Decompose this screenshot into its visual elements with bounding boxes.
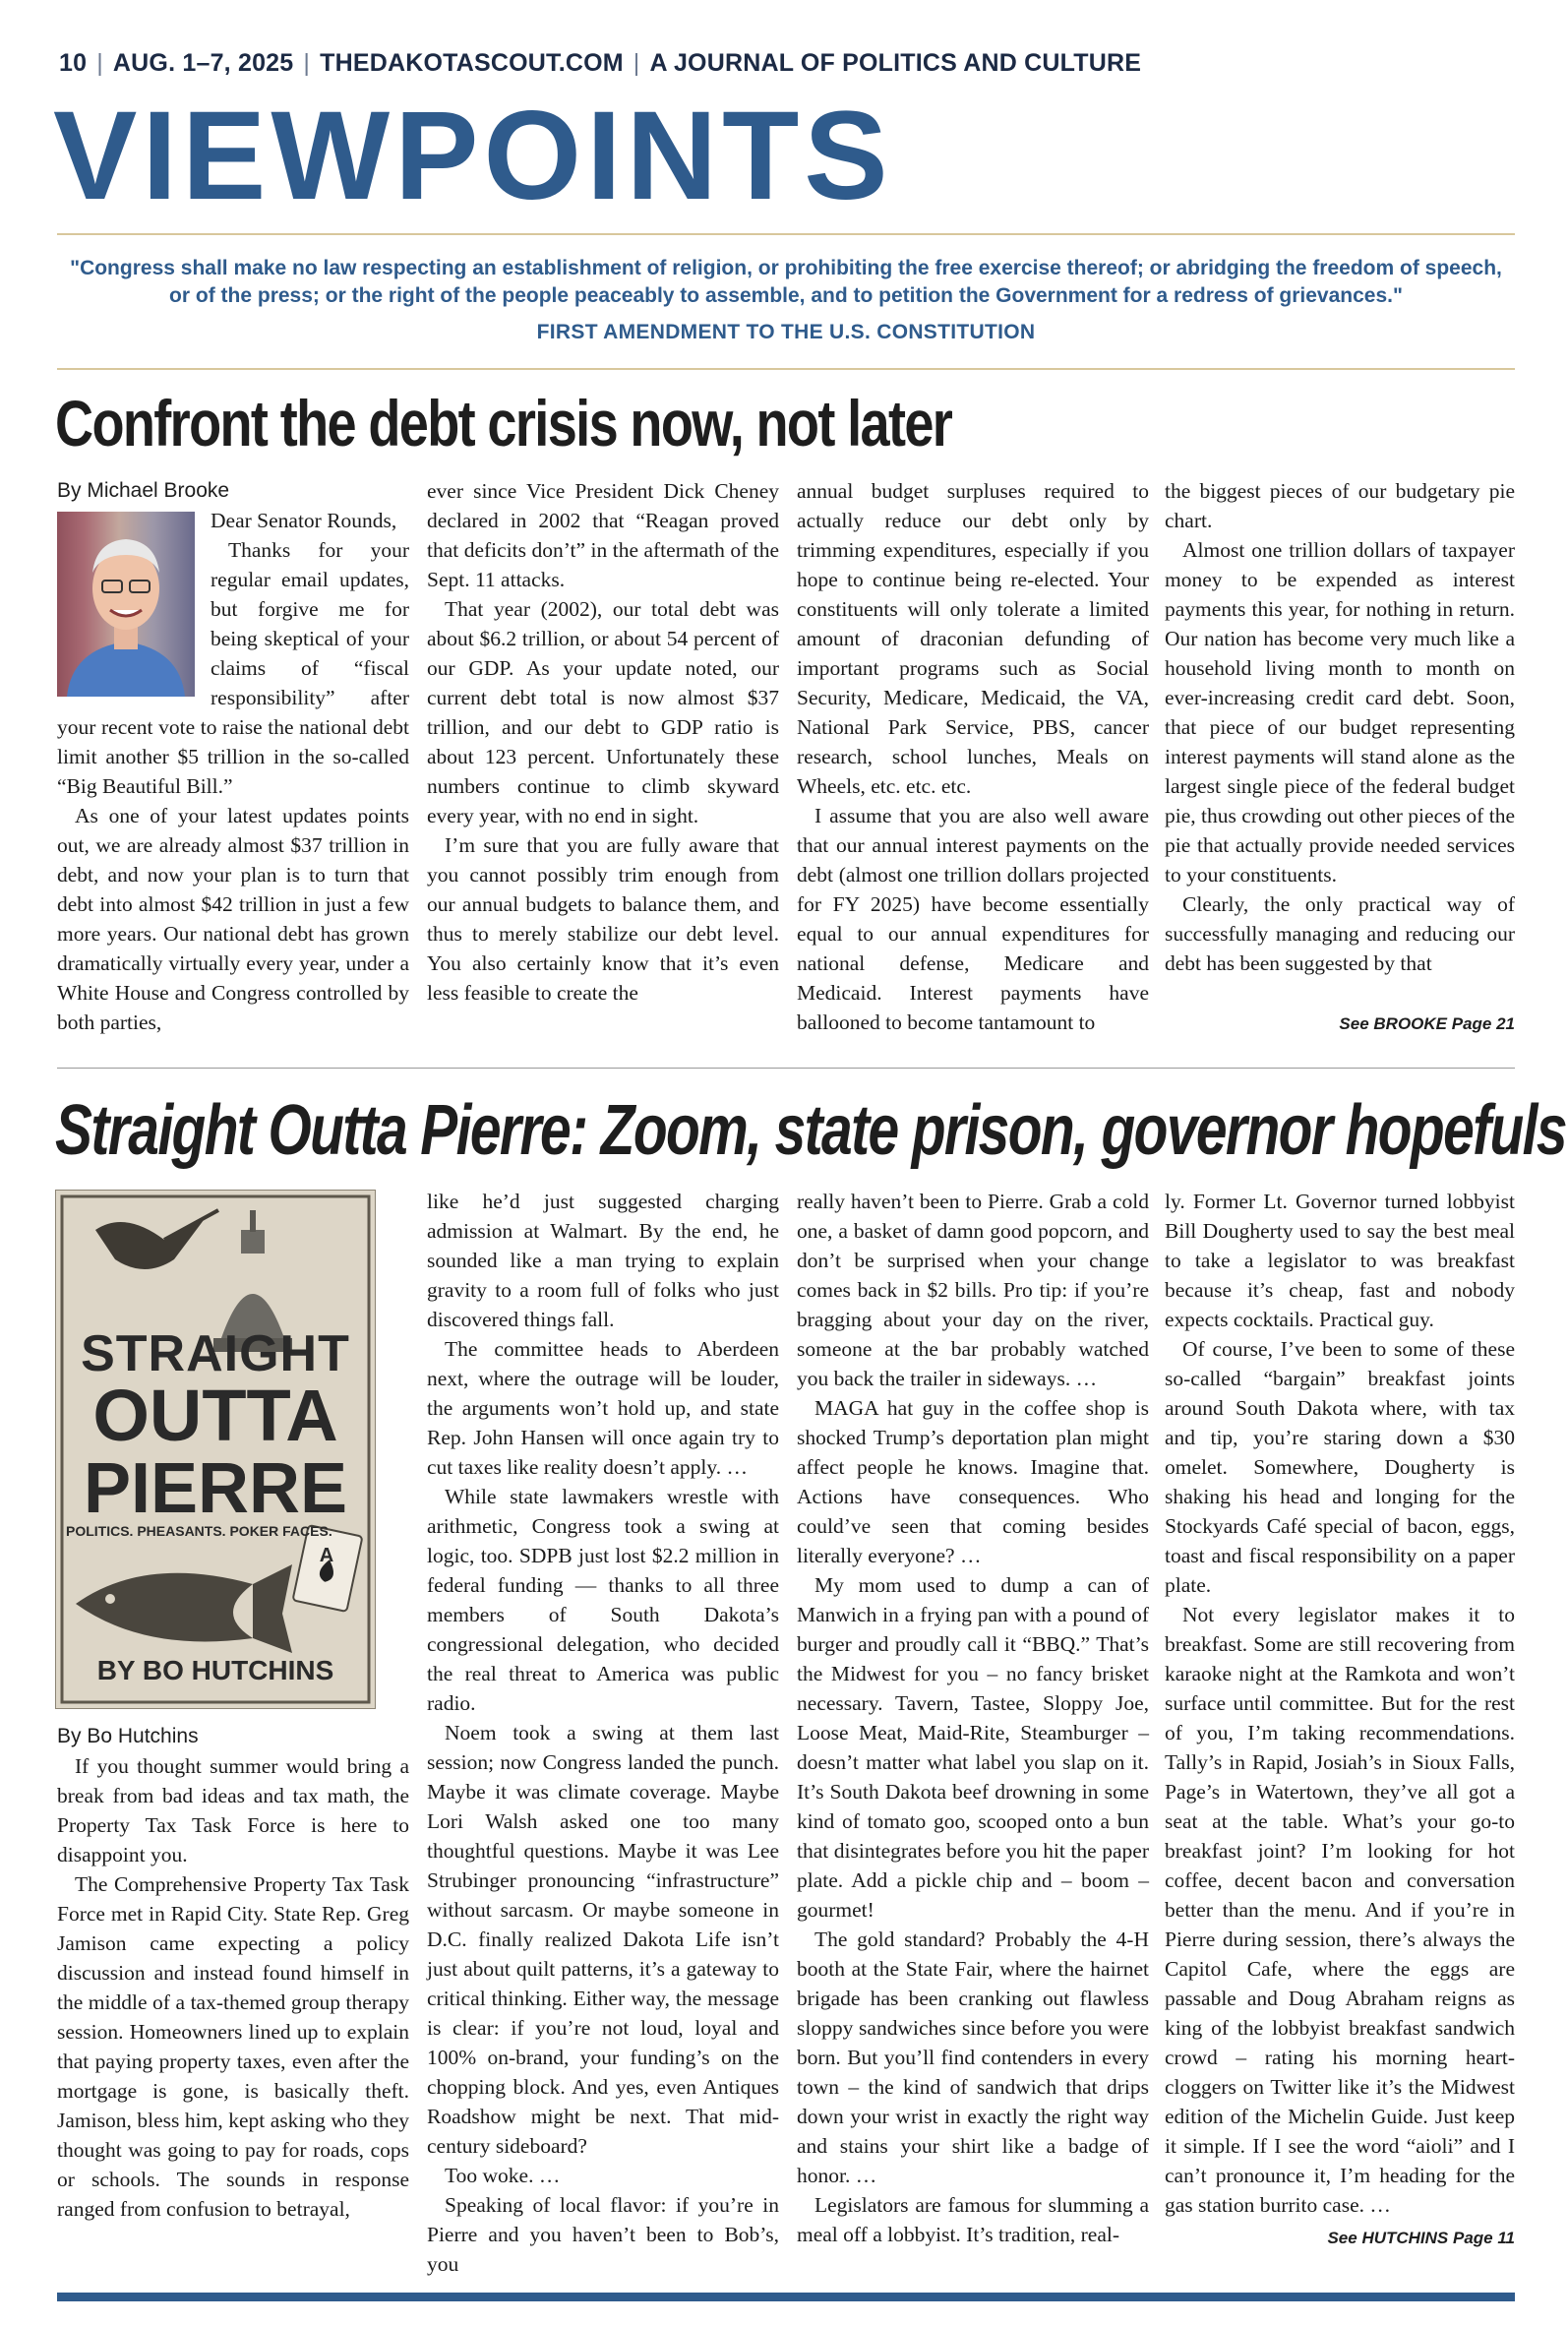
article2-c2-p2: The committee heads to Aberdeen next, where the outrage will be louder, the arguments won’t hold up, and state Rep. John Hansen will once again try to cut taxes like reality doesn’t apply. … [427, 1337, 779, 1479]
epigraph-attribution: FIRST AMENDMENT TO THE U.S. CONSTITUTION [536, 321, 1036, 343]
article1-c3-p2: I assume that you are also well aware that our annual interest payments on the debt (almost one trillion dollars projected for FY 2025) have become essentially equal to our annual expenditures for national defense, Medicare and Medicaid. Interest payments have ballooned to become tantamount to [797, 804, 1149, 1034]
rule-top [57, 233, 1515, 235]
article1-column-4 [1165, 476, 1515, 1013]
article2-c3-p5: Legislators are famous for slumming a meal off a lobbyist. It’s tradition, real- [797, 2193, 1149, 2246]
epigraph-quote [57, 255, 1515, 310]
issue-date: AUG. 1–7, 2025 [112, 49, 294, 77]
article2-c2-p6: Speaking of local flavor: if you’re in Pierre and you haven’t been to Bob’s, you [427, 2193, 779, 2276]
poster-card-rank: A [319, 1545, 334, 1566]
article2-c3-p1: really haven’t been to Pierre. Grab a cold one, a basket of damn good popcorn, and don’t be surprised when your change comes back in $2 bills. Pro tip: if you’re bragging about your day on the river, someone at the bar probably watched you back the trailer in sideways. … [797, 1190, 1149, 1390]
article2-c1-p2: The Comprehensive Property Tax Task Force met in Rapid City. State Rep. Greg Jamison came expecting a policy discussion and instead found himself in the middle of a tax-themed group therapy session. Homeowners lined up to explain that paying property taxes, even after the mortgage is gone, is basically theft. Jamison, bless him, kept asking who they thought was going to pay for roads, cops or schools. The sounds in response ranged from confusion to betrayal, [57, 1872, 409, 2221]
footer-bar [57, 2293, 1515, 2301]
article1-column-1 [57, 476, 409, 1043]
article2-column-1 [57, 1722, 409, 2253]
article2-c4-p3: Not every legislator makes it to breakfast. Some are still recovering from karaoke night at the Ramkota and won’t surface until committee. But for the rest of you, I’m taking recommendations. Tally’s in Rapid, Josiah’s in Sioux Falls, Page’s in Watertown, they’ve all got a seat at the table. What’s your go-to breakfast joint? I’m looking for hot coffee, decent bacon and conversation better than the menu. And if you’re in Pierre during session, there’s always the Capitol Cafe, where the eggs are passable and Doug Abraham reigns as king of the lobbyist breakfast sandwich crowd – rating his morning heart-cloggers on Twitter like it’s the Midwest edition of the Michelin Guide. Just keep it simple. If I see the word “aioli” and I can’t pronounce it, I’m heading for the gas station burrito case. … [1165, 1603, 1515, 2217]
poster-tagline: POLITICS. PHEASANTS. POKER FACES. [66, 1523, 332, 1539]
article1-byline: By Michael Brooke [57, 479, 230, 502]
article2-headline: Straight Outta Pierre: Zoom, state prison, governor hopefuls [55, 1091, 1566, 1170]
journal-tagline: A JOURNAL OF POLITICS AND CULTURE [649, 49, 1142, 77]
article1-c1-p2: Thanks for your regular email updates, but forgive me for being skeptical of your claims of “fiscal responsibility” after your recent vote to raise the national debt limit another $5 trillion in the so-called “Big Beautiful Bill.” [57, 538, 409, 798]
poster-author: BY BO HUTCHINS [96, 1655, 334, 1685]
article1-c3-p1: annual budget surpluses required to actually reduce our debt only by trimming expenditures, especially if you hope to continue being re-elected. Your constituents will only tolerate a limited amount of draconian defunding of important programs such as Social Security, Medicare, Medicaid, the VA, National Park Service, PBS, cancer research, school lunches, Meals on Wheels, etc. etc. etc. [797, 479, 1149, 798]
article2-c3-p2: MAGA hat guy in the coffee shop is shocked Trump’s deportation plan might affect people he knows. Imagine that. Actions have consequences. Who could’ve seen that coming besides literally everyone? … [797, 1396, 1149, 1567]
author-photo [57, 512, 195, 697]
column-poster-image [55, 1190, 376, 1709]
article2-c2-p1: like he’d just suggested charging admission at Walmart. By the end, he sounded like a man trying to explain gravity to a room full of folks who just discovered things fall. [427, 1190, 779, 1331]
article1-c1-p1: Dear Senator Rounds, [211, 509, 397, 532]
epigraph-line-1: "Congress shall make no law respecting an establishment of religion, or prohibiting the free exercise thereof; or abridging the freedom of speech, [70, 257, 1502, 279]
article2-c1-p1: If you thought summer would bring a break from bad ideas and tax math, the Property Tax Task Force is here to disappoint you. [57, 1754, 409, 1866]
article2-c2-p3: While state lawmakers wrestle with arithmetic, Congress took a swing at logic, too. SDPB just lost $2.2 million in federal funding — thanks to all three members of South Dakota’s congressional delegation, who decided the real threat to America was public radio. [427, 1485, 779, 1715]
author-portrait-icon [57, 512, 195, 697]
article2-column-2 [427, 1187, 779, 2276]
article1-c2-p3: I’m sure that you are fully aware that you cannot possibly trim enough from our annual budgets to balance them, and thus to merely stabilize our debt level. You also certainly know that it’s even less feasible to create the [427, 833, 779, 1005]
article2-c2-p4: Noem took a swing at them last session; now Congress landed the punch. Maybe it was climate coverage. Maybe Lori Walsh asked one too many thoughtful questions. Maybe it was Lee Strubinger pronouncing “infrastructure” without sarcasm. Or maybe someone in D.C. finally realized Dakota Life isn’t just about quilt patterns, it’s a gateway to critical thinking. Either way, the message is clear: if you’re not loud, loyal and 100% on-brand, your funding’s on the chopping block. And yes, even Antiques Roadshow might be next. That mid-century sideboard? [427, 1721, 779, 2158]
article1-column-2 [427, 476, 779, 1043]
article1-c4-p3: Clearly, the only practical way of successfully managing and reducing our debt has been suggested by that [1165, 892, 1515, 975]
article1-jump-link[interactable]: See BROOKE Page 21 [1339, 1014, 1515, 1033]
poster-title-line-2: OUTTA [92, 1375, 338, 1456]
page-number: 10 [59, 49, 88, 77]
article2-column-4 [1165, 1187, 1515, 2226]
article2-c3-p3: My mom used to dump a can of Manwich in a frying pan with a pound of burger and proudly call it “BBQ.” That’s the Midwest for you – no fancy brisket necessary. Tavern, Tastee, Sloppy Joe, Loose Meat, Maid-Rite, Steamburger – doesn’t matter what label you slap on it. It’s South Dakota beef drowning in some kind of tomato goo, scooped onto a bun that disintegrates before you hit the paper plate. Add a pickle chip and – boom – gourmet! [797, 1573, 1149, 1922]
site-link[interactable]: THEDAKOTASCOUT.COM [320, 49, 624, 77]
article2-c4-p2: Of course, I’ve been to some of these so-called “bargain” breakfast joints around South Dakota where, with tax and tip, you’re staring down a $30 omelet. Somewhere, Dougherty is shaking his head and longing for the Stockyards Café special of bacon, eggs, toast and fiscal responsibility on a paper plate. [1165, 1337, 1515, 1597]
article2-c4-p1: ly. Former Lt. Governor turned lobbyist Bill Dougherty used to say the best meal to take a legislator to was breakfast because it’s cheap, fast and nobody expects cocktails. Practical guy. [1165, 1190, 1515, 1331]
article2-jump-link[interactable]: See HUTCHINS Page 11 [1327, 2229, 1515, 2247]
article2-byline: By Bo Hutchins [57, 1725, 199, 1747]
poster-title-line-1: STRAIGHT [81, 1325, 350, 1382]
article1-c4-p1: the biggest pieces of our budgetary pie chart. [1165, 479, 1515, 532]
article1-headline: Confront the debt crisis now, not later [55, 387, 952, 459]
section-title: VIEWPOINTS [53, 86, 893, 226]
article1-c1-p3: As one of your latest updates points out, we are already almost $37 trillion in debt, and now your plan is to turn that debt into almost $42 trillion in just a few more years. Our national debt has grown dramatically virtually every year, under a White House and Congress controlled by both parties, [57, 804, 409, 1034]
article2-column-3 [797, 1187, 1149, 2253]
article1-c4-p2: Almost one trillion dollars of taxpayer money to be expended as interest payments this year, for nothing in return. Our nation has become very much like a household living month to month on ever-increasing credit card debt. Soon, that piece of our budget representing interest payments will stand alone as the largest single piece of the federal budget pie, thus crowding out other pieces of the pie that actually provide needed services to your constituents. [1165, 538, 1515, 887]
article1-c2-p2: That year (2002), our total debt was about $6.2 trillion, or about 54 percent of our GDP. As your update noted, our current debt total is now almost $37 trillion, and our debt to GDP ratio is about 123 percent. Unfortunately these numbers continue to climb skyward every year, with no end in sight. [427, 597, 779, 827]
page-header: 10 | AUG. 1–7, 2025 | THEDAKOTASCOUT.COM | A JOURNAL OF POLITICS AND CULTURE [59, 49, 1142, 77]
poster-title-line-3: PIERRE [83, 1449, 348, 1528]
article2-c3-p4: The gold standard? Probably the 4-H booth at the State Fair, where the hairnet brigade has been cranking out flawless sloppy sandwiches since before you were born. But you’ll find contenders in every town – the kind of sandwich that drips down your wrist in exactly the right way and stains your shirt like a badge of honor. … [797, 1927, 1149, 2187]
article2-c2-p5: Too woke. … [445, 2164, 561, 2187]
rule-bottom [57, 368, 1515, 370]
article-divider [57, 1068, 1515, 1069]
article1-c2-p1: ever since Vice President Dick Cheney declared in 2002 that “Reagan proved that deficits don’t” in the aftermath of the Sept. 11 attacks. [427, 479, 779, 591]
epigraph-line-2: or of the press; or the right of the people peaceably to assemble, and to petition the Government for a redress of grievances." [169, 284, 1403, 307]
article1-column-3 [797, 476, 1149, 1043]
